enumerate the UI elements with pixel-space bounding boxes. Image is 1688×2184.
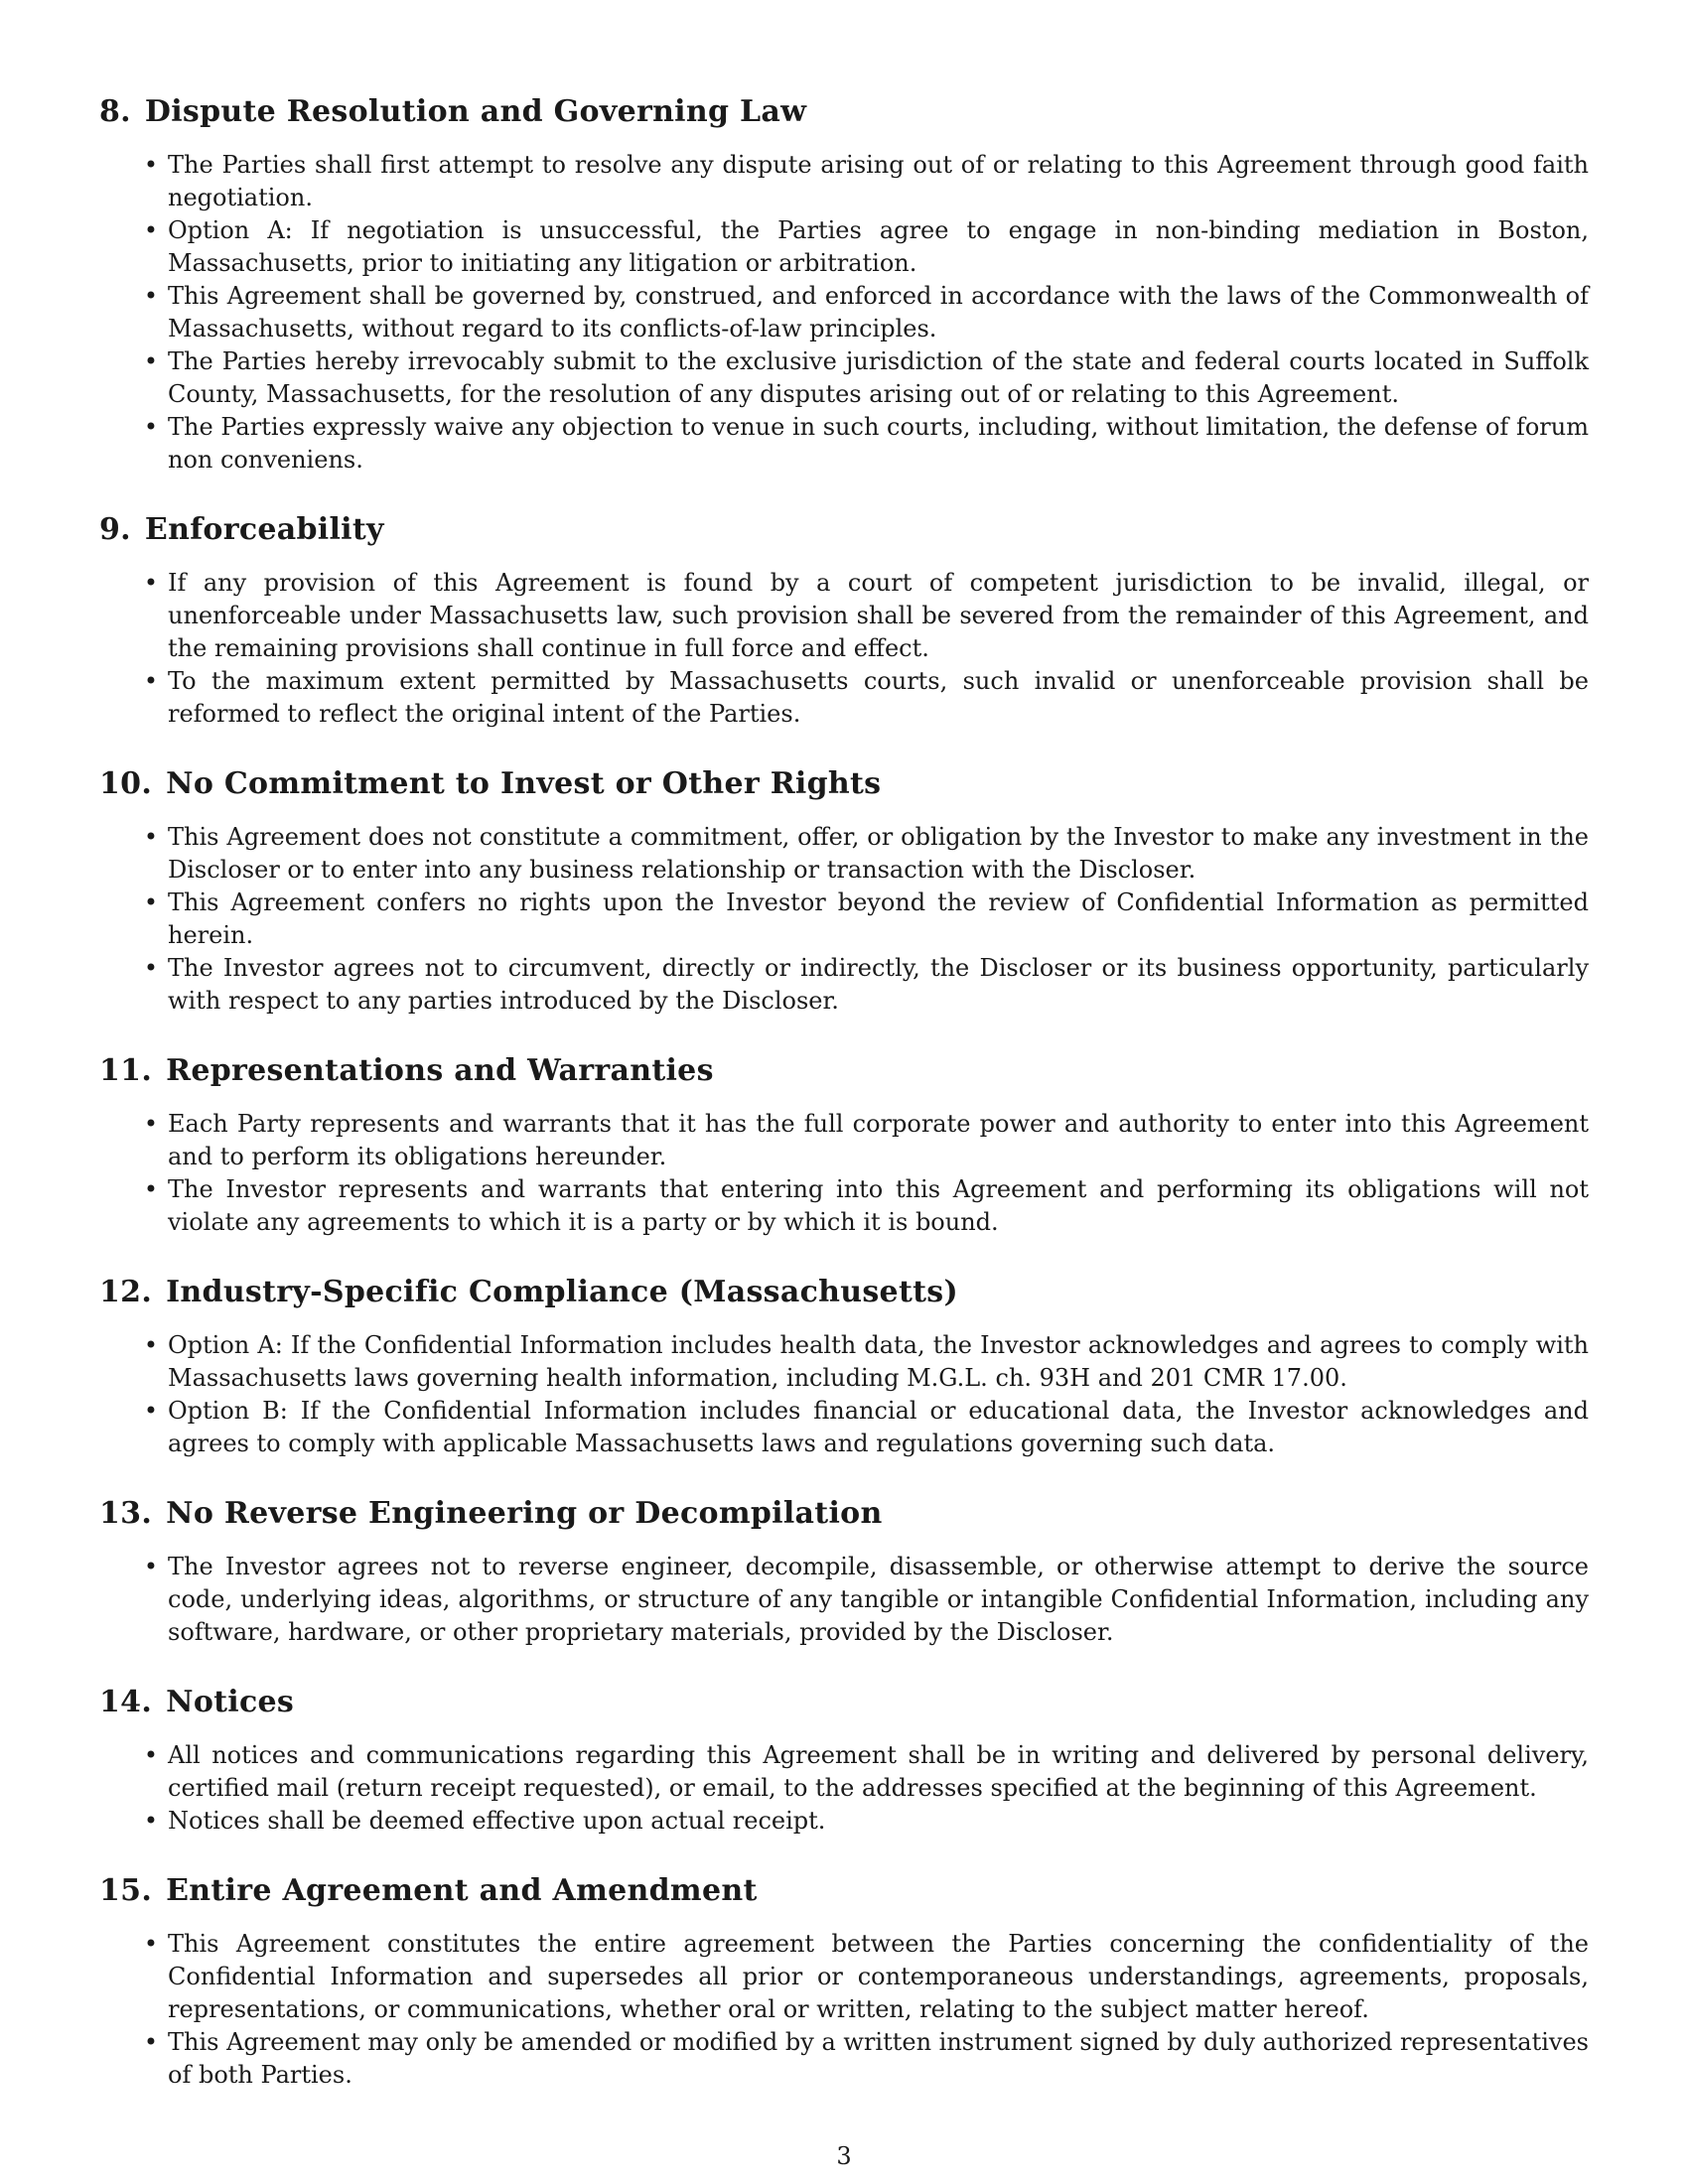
list-item: • The Investor agrees not to reverse engineer, decompile, disassemble, or otherwise attempt to derive the source code, underlying ideas, algorithms, or structure of any tangible or intangible Confidential Information, including any software, hardware, or other proprietary materials, provided by the Discloser. [99, 1551, 1589, 1649]
list-item: • This Agreement may only be amended or modified by a written instrument signed by duly authorized representatives of both Parties. [99, 2026, 1589, 2092]
bullet-icon: • [143, 216, 159, 244]
section-number: 15. [99, 1873, 153, 1908]
list-item: • To the maximum extent permitted by Massachusetts courts, such invalid or unenforceable provision shall be reformed to reflect the original intent of the Parties. [99, 665, 1589, 731]
section-number: 14. [99, 1685, 153, 1719]
section-number: 13. [99, 1496, 153, 1531]
section-heading [99, 763, 1589, 805]
section-heading [99, 91, 1589, 133]
section-heading [99, 1050, 1589, 1092]
bullet-list [99, 1739, 1589, 1838]
section-heading [99, 1493, 1589, 1535]
bullet-icon: • [143, 954, 159, 982]
bullet-list [99, 1108, 1589, 1239]
section-heading [99, 1682, 1589, 1723]
section-heading [99, 1870, 1589, 1912]
bullet-list [99, 1551, 1589, 1649]
list-item: • This Agreement constitutes the entire agreement between the Parties concerning the confidentiality of the Confidential Information and supersedes all prior or contemporaneous understandings, agreements, proposals, representations, or communications, whether oral or written, relating to the subject matter hereof. [99, 1928, 1589, 2026]
bullet-icon: • [143, 1331, 159, 1359]
list-item: • Option B: If the Confidential Information includes financial or educational data, the Investor acknowledges and agrees to comply with applicable Massachusetts laws and regulations governing such data. [99, 1395, 1589, 1460]
list-item: • Option A: If negotiation is unsuccessful, the Parties agree to engage in non-binding mediation in Boston, Massachusetts, prior to initiating any litigation or arbitration. [99, 214, 1589, 280]
section-representations [99, 1050, 1589, 1239]
section-number: 11. [99, 1053, 153, 1088]
document-page [99, 91, 1589, 2124]
section-industry-compliance [99, 1272, 1589, 1460]
section-notices [99, 1682, 1589, 1838]
section-number: 10. [99, 766, 153, 801]
section-title: No Reverse Engineering or Decompilation [166, 1496, 883, 1531]
list-item: • If any provision of this Agreement is found by a court of competent jurisdiction to be invalid, illegal, or unenforceable under Massachusetts law, such provision shall be severed from the remainder of this Agreement, and the remaining provisions shall continue in full force and effect. [99, 567, 1589, 665]
list-item: • The Investor represents and warrants that entering into this Agreement and performing its obligations will not violate any agreements to which it is a party or by which it is bound. [99, 1173, 1589, 1239]
section-title: Enforceability [144, 512, 384, 547]
list-item: • Each Party represents and warrants that it has the full corporate power and authority to enter into this Agreement and to perform its obligations hereunder. [99, 1108, 1589, 1173]
section-title: Dispute Resolution and Governing Law [144, 94, 807, 129]
section-title: Representations and Warranties [166, 1053, 714, 1088]
section-no-commitment [99, 763, 1589, 1018]
list-item: • The Parties hereby irrevocably submit to the exclusive jurisdiction of the state and federal courts located in Suffolk County, Massachusetts, for the resolution of any disputes arising out of or relating to this Agreement. [99, 345, 1589, 411]
section-number: 8. [99, 94, 131, 129]
section-entire-agreement [99, 1870, 1589, 2092]
bullet-icon: • [143, 413, 159, 441]
bullet-icon: • [143, 1930, 159, 1958]
section-heading [99, 509, 1589, 551]
list-item: • The Parties shall first attempt to resolve any dispute arising out of or relating to this Agreement through good faith negotiation. [99, 149, 1589, 214]
bullet-icon: • [143, 667, 159, 695]
section-number: 9. [99, 512, 131, 547]
bullet-icon: • [143, 2028, 159, 2056]
page-number: 3 [836, 2142, 852, 2170]
bullet-list [99, 1329, 1589, 1460]
list-item: • All notices and communications regarding this Agreement shall be in writing and delivered by personal delivery, certified mail (return receipt requested), or email, to the addresses specified at the beginning of this Agreement. [99, 1739, 1589, 1805]
bullet-icon: • [143, 823, 159, 851]
bullet-list [99, 1928, 1589, 2092]
list-item: • Notices shall be deemed effective upon actual receipt. [99, 1805, 1589, 1838]
list-item: • This Agreement confers no rights upon the Investor beyond the review of Confidential Information as permitted herein. [99, 887, 1589, 952]
section-enforceability [99, 509, 1589, 731]
bullet-icon: • [143, 1741, 159, 1769]
section-no-reverse-engineering [99, 1493, 1589, 1649]
list-item: • Option A: If the Confidential Information includes health data, the Investor acknowledges and agrees to comply with Massachusetts laws governing health information, including M.G.L. ch. 93H and 201 CMR 17.00. [99, 1329, 1589, 1395]
list-item: • This Agreement does not constitute a commitment, offer, or obligation by the Investor to make any investment in the Discloser or to enter into any business relationship or transaction with the Discloser. [99, 821, 1589, 887]
bullet-icon: • [143, 888, 159, 916]
list-item: • The Parties expressly waive any objection to venue in such courts, including, without limitation, the defense of forum non conveniens. [99, 411, 1589, 477]
section-title: Industry-Specific Compliance (Massachusetts) [166, 1275, 958, 1309]
bullet-list [99, 821, 1589, 1018]
bullet-icon: • [143, 282, 159, 310]
section-title: Entire Agreement and Amendment [166, 1873, 758, 1908]
bullet-icon: • [143, 1397, 159, 1425]
bullet-icon: • [143, 1553, 159, 1580]
section-number: 12. [99, 1275, 153, 1309]
bullet-list [99, 149, 1589, 477]
bullet-icon: • [143, 347, 159, 375]
bullet-icon: • [143, 151, 159, 179]
bullet-icon: • [143, 1807, 159, 1835]
bullet-icon: • [143, 569, 159, 597]
list-item: • The Investor agrees not to circumvent, directly or indirectly, the Discloser or its business opportunity, particularly with respect to any parties introduced by the Discloser. [99, 952, 1589, 1018]
section-dispute-resolution [99, 91, 1589, 477]
section-title: Notices [166, 1685, 295, 1719]
list-item: • This Agreement shall be governed by, construed, and enforced in accordance with the laws of the Commonwealth of Massachusetts, without regard to its conflicts-of-law principles. [99, 280, 1589, 345]
section-heading [99, 1272, 1589, 1313]
section-title: No Commitment to Invest or Other Rights [166, 766, 882, 801]
bullet-list [99, 567, 1589, 731]
bullet-icon: • [143, 1110, 159, 1138]
bullet-icon: • [143, 1175, 159, 1203]
